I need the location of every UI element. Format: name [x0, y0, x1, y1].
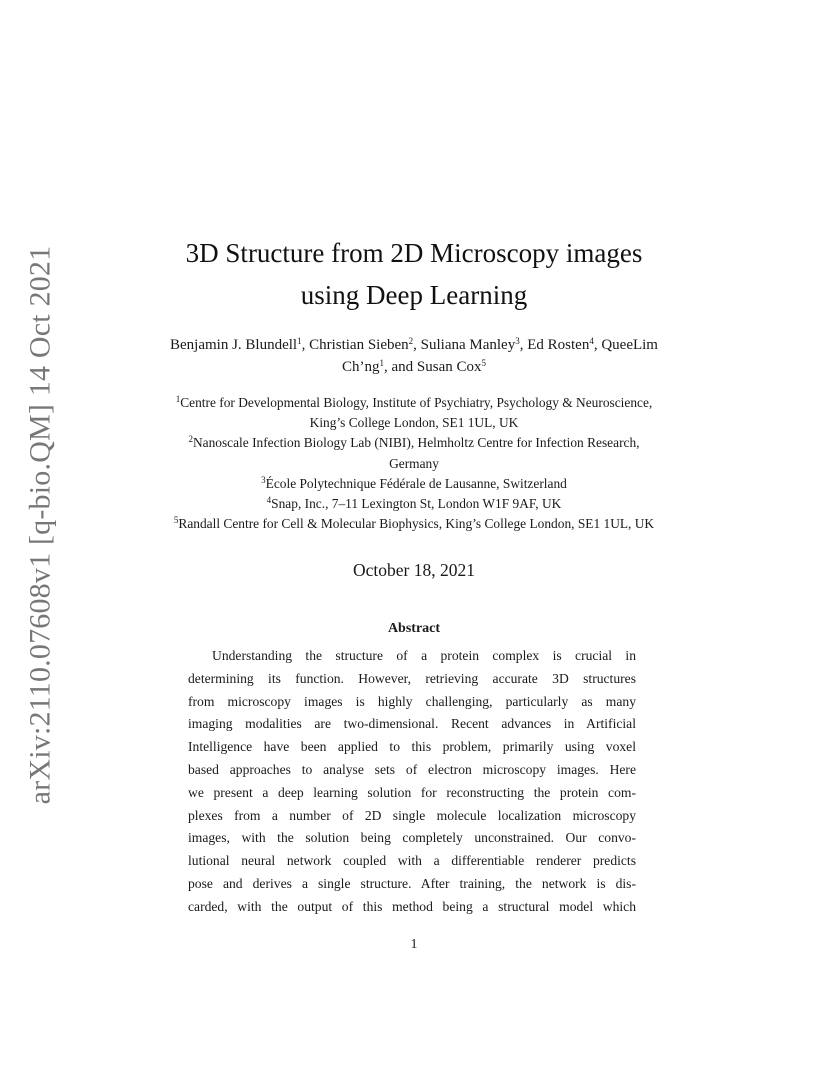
affiliation-5 — [130, 514, 698, 534]
affiliation-mark: 3 — [261, 474, 266, 485]
paper-title — [100, 232, 728, 316]
abstract-line: determining its function. However, retrieving accurate 3D structures — [188, 670, 636, 686]
page-number: 1 — [410, 937, 418, 952]
title-line-1: 3D Structure from 2D Microscopy images — [185, 238, 643, 268]
abstract-line: Understanding the structure of a protein complex is crucial in — [212, 648, 636, 663]
abstract-body — [188, 645, 636, 919]
author-name: , Suliana Manley — [413, 337, 516, 353]
author-name: , QueeLim — [593, 337, 658, 353]
affiliation-mark: 2 — [408, 336, 414, 346]
affiliation-1 — [130, 393, 698, 413]
affiliation-text: Nanoscale Infection Biology Lab (NIBI), Helmholtz Centre for Infection Research, — [192, 435, 640, 451]
affiliation-3 — [130, 474, 698, 494]
publication-date: October 18, 2021 — [353, 560, 475, 580]
affiliation-mark: 1 — [379, 358, 384, 368]
abstract-line: plexes from a number of 2D single molecule localization microscopy — [188, 807, 636, 823]
affiliation-2 — [130, 433, 698, 453]
author-name: , and Susan Cox — [384, 359, 482, 375]
author-name: , Ed Rosten — [519, 337, 590, 353]
affiliation-text: Snap, Inc., 7–11 Lexington St, London W1F 9AF, UK — [271, 496, 562, 512]
arxiv-stamp — [10, 245, 70, 805]
author-line-1 — [130, 334, 698, 356]
author-line-2 — [130, 356, 698, 378]
affiliation-4 — [130, 494, 698, 514]
abstract-heading: Abstract — [387, 621, 441, 636]
author-name: , Christian Sieben — [301, 337, 409, 353]
abstract-line: pose and derives a single structure. After training, the network is dis- — [188, 875, 636, 891]
affiliation-text: Randall Centre for Cell & Molecular Biophysics, King’s College London, SE1 1UL, UK — [178, 516, 655, 532]
affiliation-list — [130, 393, 698, 534]
affiliation-mark: 4 — [589, 336, 594, 346]
abstract-line: lutional neural network coupled with a differentiable renderer predicts — [188, 853, 636, 869]
abstract-line: images, with the solution being completely unconstrained. Our convo- — [188, 830, 636, 846]
affiliation-text: Centre for Developmental Biology, Institute of Psychiatry, Psychology & Neuroscience, — [180, 395, 653, 410]
abstract-line: we present a deep learning solution for reconstructing the protein com- — [188, 784, 636, 800]
abstract-line: Intelligence have been applied to this problem, primarily using voxel — [188, 739, 636, 755]
abstract-line: imaging modalities are two-dimensional. Recent advances in Artificial — [188, 716, 636, 732]
affiliation-1-cont: King’s College London, SE1 1UL, UK — [309, 415, 519, 431]
author-name: Benjamin J. Blundell — [170, 337, 298, 353]
affiliation-mark: 3 — [515, 336, 520, 346]
affiliation-text: École Polytechnique Fédérale de Lausanne, Switzerland — [265, 475, 567, 491]
abstract-line: based approaches to analyse sets of electron microscopy images. Here — [188, 761, 636, 777]
abstract-line: from microscopy images is highly challenging, particularly as many — [188, 693, 636, 709]
affiliation-mark: 1 — [297, 336, 302, 346]
affiliation-mark: 1 — [175, 394, 181, 404]
affiliation-mark: 5 — [173, 515, 179, 526]
arxiv-identifier: arXiv:2110.07608v1 [q-bio.QM] 14 Oct 2021 — [23, 245, 57, 805]
affiliation-mark: 4 — [266, 495, 272, 506]
abstract-line: carded, with the output of this method being a structural model which — [188, 898, 636, 914]
affiliation-mark: 2 — [188, 434, 193, 445]
author-name: Ch’ng — [342, 359, 380, 375]
title-line-2: using Deep Learning — [300, 280, 528, 310]
affiliation-mark: 5 — [481, 358, 486, 368]
author-list — [130, 334, 698, 378]
affiliation-2-cont: Germany — [389, 455, 439, 471]
